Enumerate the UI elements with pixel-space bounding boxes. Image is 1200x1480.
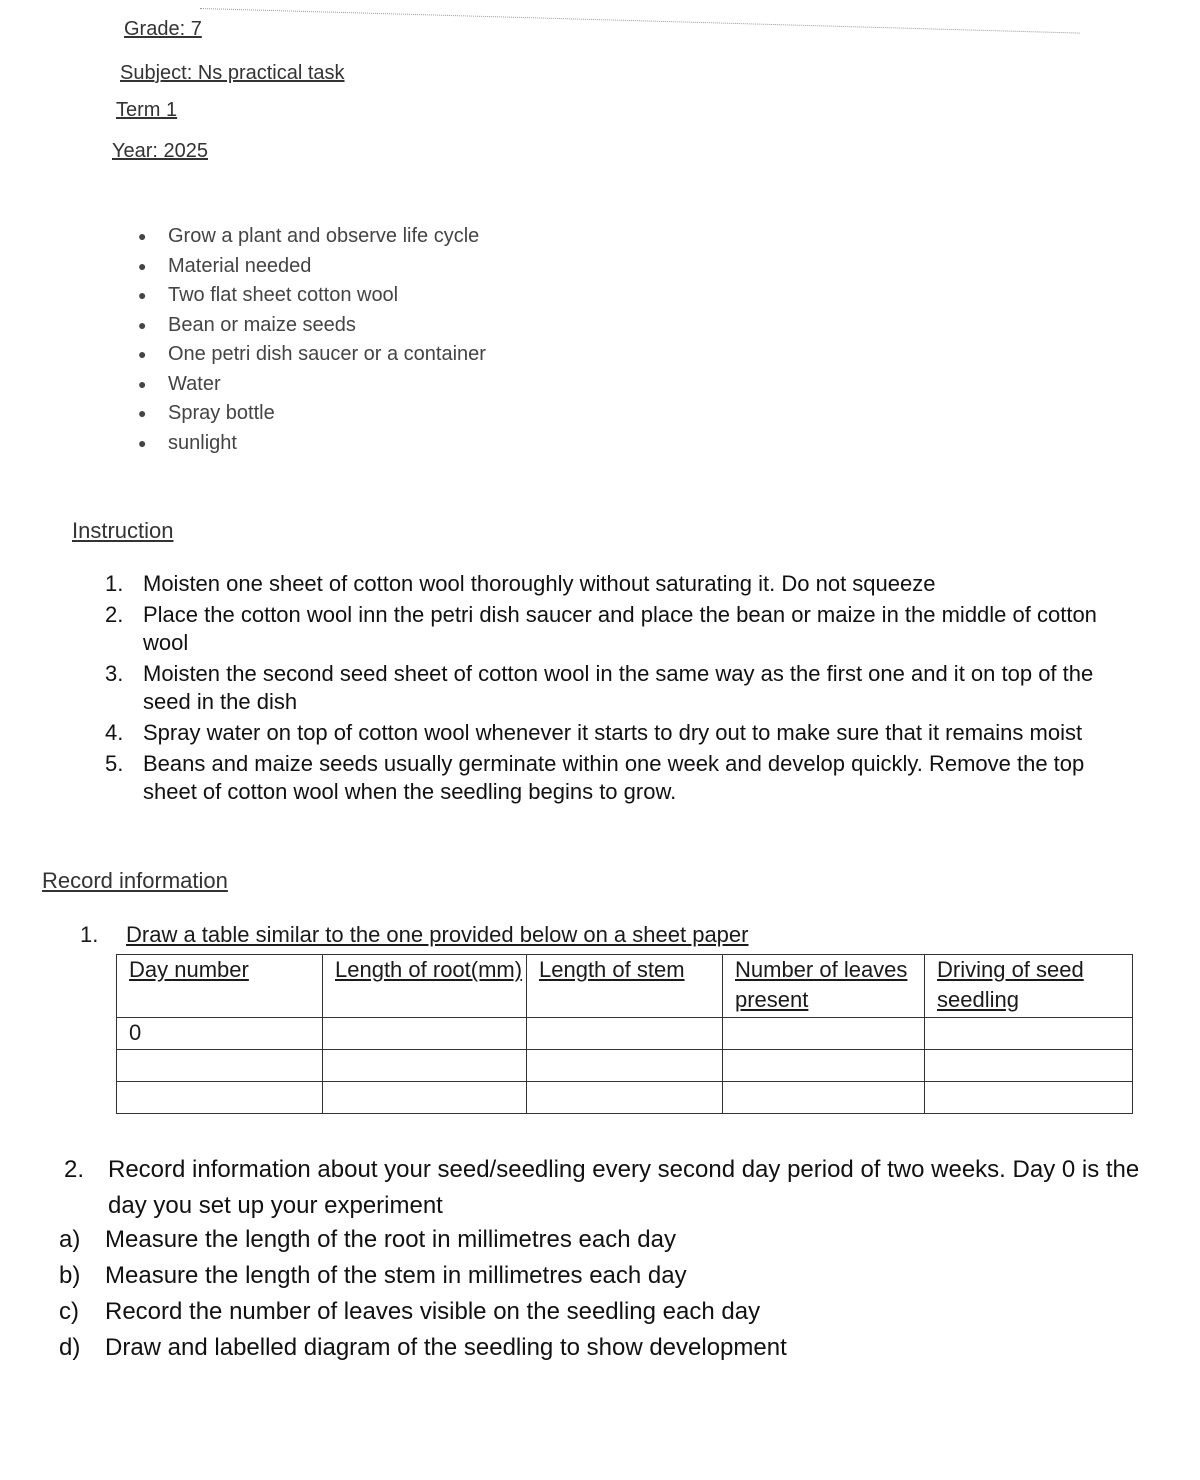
table-row xyxy=(117,1082,1133,1114)
table-cell xyxy=(323,1018,527,1050)
task-2-text: Record information about your seed/seedling every second day period of two weeks. Day 0 is the day you set up your experiment xyxy=(108,1156,1140,1219)
list-item: ● Material needed xyxy=(120,252,486,282)
column-header-drawing: Driving of seed seedling xyxy=(925,955,1133,1018)
table-cell xyxy=(527,1050,723,1082)
table-cell xyxy=(527,1018,723,1050)
step-item: 3. Moisten the second seed sheet of cotton wool in the same way as the first one and it on top of the seed in the dish xyxy=(105,661,1094,714)
table-cell xyxy=(723,1050,925,1082)
table-cell xyxy=(925,1082,1133,1114)
task-1-text: Draw a table similar to the one provided below on a sheet paper xyxy=(126,922,749,947)
list-item: ● Water xyxy=(120,370,486,400)
table-cell xyxy=(323,1082,527,1114)
column-header-stem-length: Length of stem xyxy=(527,955,723,1018)
step-item: 5. Beans and maize seeds usually germinate within one week and develop quickly. Remove the top sheet of cotton wool when the seedling begins to grow. xyxy=(105,751,1085,804)
table-cell xyxy=(925,1050,1133,1082)
table-cell xyxy=(117,1050,323,1082)
step-item: 1. Moisten one sheet of cotton wool thoroughly without saturating it. Do not squeeze xyxy=(105,571,936,596)
list-item: c) Record the number of leaves visible on the seedling each day xyxy=(59,1298,761,1325)
grade-label: Grade: 7 xyxy=(124,18,202,40)
task-1-number: 1. xyxy=(80,922,99,947)
table-cell xyxy=(323,1050,527,1082)
subject-label: Subject: Ns practical task xyxy=(120,62,345,84)
bullet-icon: ● xyxy=(138,405,147,421)
table-cell xyxy=(925,1018,1133,1050)
year-label: Year: 2025 xyxy=(112,140,209,162)
table-cell xyxy=(723,1018,925,1050)
bullet-icon: ● xyxy=(138,375,147,392)
instruction-steps xyxy=(95,570,1115,809)
list-item: ● Grow a plant and observe life cycle xyxy=(120,222,486,252)
list-item: ● Spray bottle xyxy=(120,399,486,429)
record-table xyxy=(116,954,1133,1114)
bullet-icon: ● xyxy=(138,316,147,333)
list-item: ● One petri dish saucer or a container xyxy=(120,340,486,370)
term-label: Term 1 xyxy=(116,99,178,121)
list-item: d) Draw and labelled diagram of the seedling to show development xyxy=(59,1334,787,1361)
materials-list xyxy=(120,222,486,458)
instruction-heading: Instruction xyxy=(72,518,174,543)
table-cell xyxy=(723,1082,925,1114)
table-header-row xyxy=(117,955,1133,1018)
record-heading: Record information xyxy=(42,868,228,893)
bullet-icon: ● xyxy=(138,228,147,244)
step-item: 2. Place the cotton wool inn the petri dish saucer and place the bean or maize in the middle of cotton wool xyxy=(105,602,1097,655)
list-item: a) Measure the length of the root in millimetres each day xyxy=(59,1226,676,1253)
list-item: ● Bean or maize seeds xyxy=(120,311,486,341)
table-cell xyxy=(527,1082,723,1114)
bullet-icon: ● xyxy=(138,257,147,274)
task-2-number: 2. xyxy=(64,1156,85,1183)
column-header-root-length: Length of root(mm) xyxy=(323,955,527,1018)
table-row xyxy=(117,1018,1133,1050)
table-cell: 0 xyxy=(117,1018,323,1050)
task-2 xyxy=(60,1152,1160,1224)
table-cell xyxy=(117,1082,323,1114)
list-item: ● Two flat sheet cotton wool xyxy=(120,281,486,311)
column-header-leaves: Number of leaves present xyxy=(723,955,925,1018)
bullet-icon: ● xyxy=(138,346,147,362)
step-item: 4. Spray water on top of cotton wool whenever it starts to dry out to make sure that it remains moist xyxy=(105,720,1083,745)
subtask-list xyxy=(55,1222,787,1366)
list-item: ● sunlight xyxy=(120,429,486,459)
list-item: b) Measure the length of the stem in millimetres each day xyxy=(59,1262,687,1289)
table-row xyxy=(117,1050,1133,1082)
column-header-day-number: Day number xyxy=(117,955,323,1018)
scan-artifact-line xyxy=(200,8,1080,34)
bullet-icon: ● xyxy=(138,434,147,451)
bullet-icon: ● xyxy=(138,287,147,303)
